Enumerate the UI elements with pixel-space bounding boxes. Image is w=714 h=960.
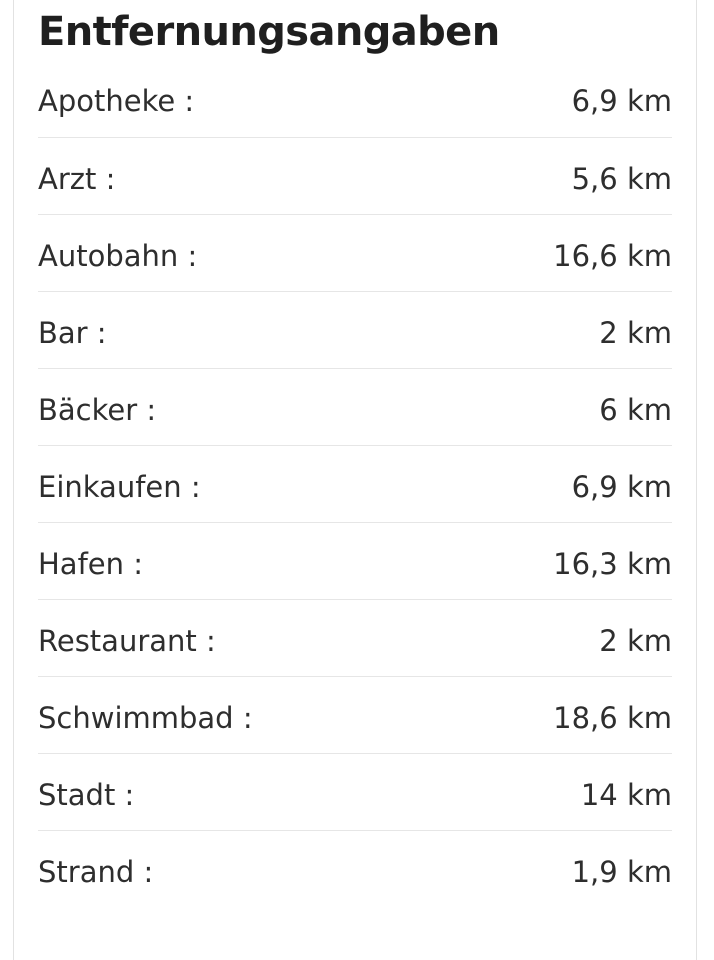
distance-value: 5,6 km [571,162,672,196]
page-title: Entfernungsangaben [38,9,500,55]
distance-value: 6,9 km [571,470,672,504]
list-item [38,368,672,445]
distance-label: Einkaufen : [38,470,201,504]
distance-value: 2 km [599,316,672,350]
distance-label: Bäcker : [38,393,157,427]
distances-list [38,74,672,907]
distance-value: 14 km [580,778,672,812]
list-item [38,214,672,291]
distance-value: 18,6 km [553,701,672,735]
distance-label: Autobahn : [38,239,198,273]
list-item [38,753,672,830]
list-item [38,445,672,522]
distance-label: Restaurant : [38,624,216,658]
list-item [38,522,672,599]
list-item [38,676,672,753]
distance-value: 2 km [599,624,672,658]
distance-label: Strand : [38,855,154,889]
distance-value: 16,3 km [553,547,672,581]
distance-label: Apotheke : [38,84,195,118]
distance-label: Schwimmbad : [38,701,253,735]
list-item [38,137,672,214]
list-item [38,291,672,368]
list-item [38,830,672,907]
list-item [38,599,672,676]
distance-value: 6 km [599,393,672,427]
distance-value: 6,9 km [571,84,672,118]
distance-label: Arzt : [38,162,116,196]
list-item [38,74,672,137]
distance-label: Stadt : [38,778,135,812]
distance-label: Hafen : [38,547,143,581]
distance-value: 1,9 km [571,855,672,889]
distance-value: 16,6 km [553,239,672,273]
distance-label: Bar : [38,316,107,350]
